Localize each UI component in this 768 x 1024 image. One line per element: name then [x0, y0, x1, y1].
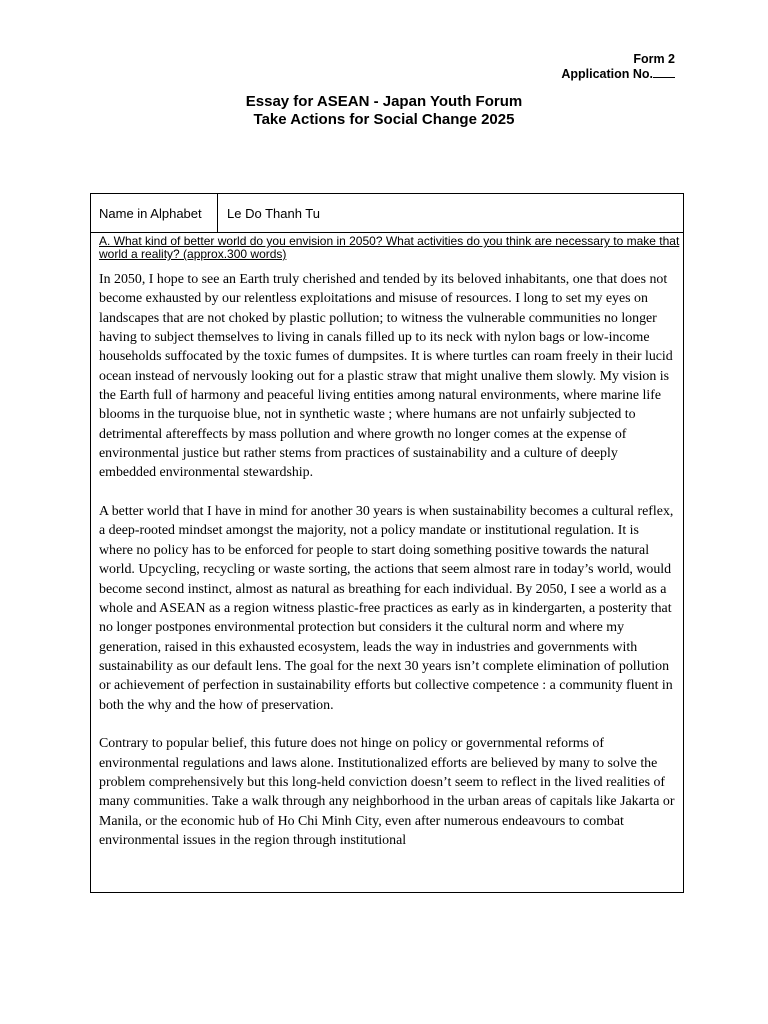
essay-paragraph-2: A better world that I have in mind for another 30 years is when sustainability becomes a cultural reflex, a deep-rooted mindset amongst the majority, not a policy mandate or institutional regulation. It is where no policy has to be enforced for people to start doing something positive towards the natural world. Upcycling, recycling or waste sorting, the actions that seem almost rare in today’s world, would become second instinct, almost as natural as breathing for each individual. By 2050, I see a world as a whole and ASEAN as a region witness plastic-free practices as early as in kindergarten, a posterity that no longer postpones environmental protection but considers it the cultural norm and where my generation, raised in this exhausted ecosystem, leads the way in industries and governments with sustainability as our default lens. The goal for the next 30 years isn’t complete elimination of pollution or achievement of perfection in sustainability efforts but collective competence : a community fluent in both the why and the how of preservation. [99, 504, 674, 713]
application-number-label: Application No. [561, 67, 653, 81]
application-number-field [561, 66, 675, 81]
essay-form-table [90, 193, 684, 893]
name-value: Le Do Thanh Tu [227, 206, 320, 221]
essay-body [91, 261, 683, 850]
essay-paragraph-1: In 2050, I hope to see an Earth truly cherished and tended by its beloved inhabitants, one that does not become exhausted by our relentless exploitations and misuse of resources. I long to set my eyes on landscapes that are not choked by plastic pollution; to witness the vulnerable communities no longer having to subject themselves to living in canals filled up to its neck with nylon bags or low-income households suffocated by the toxic fumes of dumpsites. It is where turtles can roam freely in their lucid ocean instead of nervously looking out for a plastic straw that might unalive them slowly. My vision is the Earth full of harmony and peaceful living entities among natural environments, where marine life blooms in the turquoise blue, not in synthetic waste ; where humans are not unfairly subjected to detrimental aftereffects by mass pollution and where growth no longer comes at the expense of environmental justice but rather stems from practices of sustainability and a culture of deeply embedded environmental stewardship. [99, 272, 673, 481]
document-title [0, 93, 768, 129]
title-line-2: Take Actions for Social Change 2025 [253, 111, 515, 128]
essay-paragraph-3: Contrary to popular belief, this future does not hinge on policy or governmental reforms of environmental regulations and laws alone. Institutionalized efforts are believed by many to solve the problem comprehensively but this long-held conviction doesn’t seem to reflect in the lived realities of many communities. Take a walk through any neighborhood in the urban areas of capitals like Jakarta or Manila, or the economic hub of Ho Chi Minh City, even after numerous endeavours to combat environmental issues in the region through institutional [99, 736, 675, 848]
form-number-block [561, 52, 675, 81]
name-row [91, 194, 683, 233]
title-line-1: Essay for ASEAN - Japan Youth Forum [245, 93, 523, 110]
application-number-blank [653, 66, 675, 78]
form-label: Form 2 [633, 52, 675, 66]
question-prompt: A. What kind of better world do you envision in 2050? What activities do you think are necessary to make that world a reality? (approx.300 words) [99, 234, 680, 261]
name-label: Name in Alphabet [91, 194, 218, 232]
